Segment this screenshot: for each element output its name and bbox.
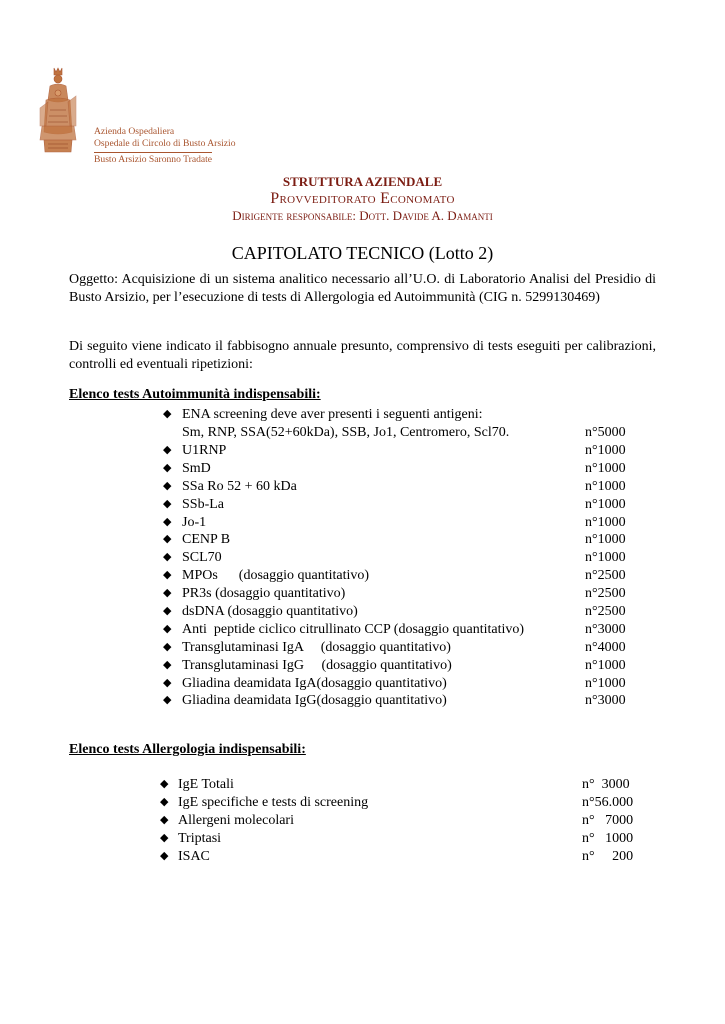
logo-line-3: Busto Arsizio Saronno Tradate xyxy=(94,154,213,166)
diamond-bullet-icon: ◆ xyxy=(163,408,172,420)
test-quantity: n°5000 xyxy=(585,425,626,440)
test-name: SSb-La xyxy=(182,497,224,512)
section-allergology-heading: Elenco tests Allergologia indispensabili: xyxy=(69,742,306,757)
test-name: CENP B xyxy=(182,532,231,547)
test-name: ISAC xyxy=(178,849,210,864)
list-item xyxy=(0,676,725,694)
list-item xyxy=(0,568,725,586)
diamond-bullet-icon: ◆ xyxy=(160,796,169,808)
header-director: Dirigente responsabile: Dott. Davide A. Damanti xyxy=(232,208,493,223)
diamond-bullet-icon: ◆ xyxy=(163,516,172,528)
test-quantity: n° 7000 xyxy=(582,813,634,828)
test-quantity: n°4000 xyxy=(585,640,626,655)
diamond-bullet-icon: ◆ xyxy=(160,850,169,862)
test-name: SCL70 xyxy=(182,550,222,565)
list-item xyxy=(0,777,725,795)
list-item xyxy=(0,658,725,676)
test-quantity: n°1000 xyxy=(585,443,626,458)
test-name: Allergeni molecolari xyxy=(178,813,294,828)
diamond-bullet-icon: ◆ xyxy=(163,694,172,706)
hospital-logo-text xyxy=(94,126,236,166)
list-item xyxy=(0,693,725,711)
test-name-continuation: Sm, RNP, SSA(52+60kDa), SSB, Jo1, Centromero, Scl70. xyxy=(182,425,510,440)
document-title: CAPITOLATO TECNICO (Lotto 2) xyxy=(231,243,494,263)
header-department: Provveditorato Economato xyxy=(270,190,455,207)
test-name: Gliadina deamidata IgA(dosaggio quantitativo) xyxy=(182,676,447,691)
test-quantity: n°1000 xyxy=(585,658,626,673)
list-item xyxy=(0,497,725,515)
diamond-bullet-icon: ◆ xyxy=(163,533,172,545)
test-quantity: n°56.000 xyxy=(582,795,634,810)
test-name: PR3s (dosaggio quantitativo) xyxy=(182,586,346,601)
test-quantity: n°1000 xyxy=(585,515,626,530)
list-item xyxy=(0,425,725,443)
list-item xyxy=(0,461,725,479)
test-name: Gliadina deamidata IgG(dosaggio quantitativo) xyxy=(182,693,447,708)
list-item xyxy=(0,407,725,425)
diamond-bullet-icon: ◆ xyxy=(160,832,169,844)
header-structure: STRUTTURA AZIENDALE xyxy=(282,174,443,189)
test-quantity: n°1000 xyxy=(585,550,626,565)
diamond-bullet-icon: ◆ xyxy=(163,641,172,653)
diamond-bullet-icon: ◆ xyxy=(163,444,172,456)
test-quantity: n°3000 xyxy=(585,693,626,708)
logo-line-1: Azienda Ospedaliera xyxy=(94,126,175,137)
diamond-bullet-icon: ◆ xyxy=(163,551,172,563)
test-name: SSa Ro 52 + 60 kDa xyxy=(182,479,297,494)
test-quantity: n° 3000 xyxy=(582,777,630,792)
test-name: Transglutaminasi IgG (dosaggio quantitativo) xyxy=(182,658,452,673)
diamond-bullet-icon: ◆ xyxy=(163,659,172,671)
test-quantity: n° 200 xyxy=(582,849,634,864)
diamond-bullet-icon: ◆ xyxy=(163,498,172,510)
test-name: IgE specifiche e tests di screening xyxy=(178,795,369,810)
test-quantity: n°2500 xyxy=(585,604,626,619)
diamond-bullet-icon: ◆ xyxy=(163,623,172,635)
section-autoimmunity-heading: Elenco tests Autoimmunità indispensabili: xyxy=(69,387,321,402)
diamond-bullet-icon: ◆ xyxy=(163,462,172,474)
test-quantity: n°1000 xyxy=(585,461,626,476)
list-item xyxy=(0,813,725,831)
diamond-bullet-icon: ◆ xyxy=(160,814,169,826)
diamond-bullet-icon: ◆ xyxy=(160,778,169,790)
list-item xyxy=(0,831,725,849)
test-quantity: n° 1000 xyxy=(582,831,634,846)
list-item xyxy=(0,604,725,622)
diamond-bullet-icon: ◆ xyxy=(163,569,172,581)
test-name: MPOs (dosaggio quantitativo) xyxy=(182,568,370,583)
test-quantity: n°1000 xyxy=(585,532,626,547)
diamond-bullet-icon: ◆ xyxy=(163,480,172,492)
test-quantity: n°1000 xyxy=(585,479,626,494)
test-name: SmD xyxy=(182,461,211,476)
list-item xyxy=(0,640,725,658)
diamond-bullet-icon: ◆ xyxy=(163,587,172,599)
list-item xyxy=(0,532,725,550)
list-item xyxy=(0,795,725,813)
list-item xyxy=(0,550,725,568)
test-name: Transglutaminasi IgA (dosaggio quantitativo) xyxy=(182,640,451,655)
list-item xyxy=(0,443,725,461)
diamond-bullet-icon: ◆ xyxy=(163,605,172,617)
diamond-bullet-icon: ◆ xyxy=(163,677,172,689)
test-name: IgE Totali xyxy=(178,777,234,792)
test-name: U1RNP xyxy=(182,443,227,458)
subject-paragraph: Oggetto: Acquisizione di un sistema analitico necessario all’U.O. di Laboratorio Analisi del Presidio di Busto Arsizio, per l’esecuzione di tests di Allergologia ed Autoimmunità (CIG n. 5299130469) xyxy=(69,272,656,305)
logo-line-2: Ospedale di Circolo di Busto Arsizio xyxy=(94,137,236,149)
test-quantity: n°2500 xyxy=(585,586,626,601)
requirements-paragraph: Di seguito viene indicato il fabbisogno annuale presunto, comprensivo di tests eseguiti per calibrazioni, controlli ed eventuali ripetizioni: xyxy=(69,339,656,372)
list-item xyxy=(0,586,725,604)
test-name: Anti peptide ciclico citrullinato CCP (dosaggio quantitativo) xyxy=(182,622,525,637)
test-quantity: n°1000 xyxy=(585,497,626,512)
test-quantity: n°3000 xyxy=(585,622,626,637)
test-quantity: n°2500 xyxy=(585,568,626,583)
list-item xyxy=(0,479,725,497)
hospital-logo-madonna-icon xyxy=(38,66,78,154)
list-item xyxy=(0,622,725,640)
test-name: dsDNA (dosaggio quantitativo) xyxy=(182,604,358,619)
list-item xyxy=(0,515,725,533)
test-name: Jo-1 xyxy=(182,515,207,530)
test-name: Triptasi xyxy=(178,831,222,846)
test-name: ENA screening deve aver presenti i seguenti antigeni: xyxy=(182,407,483,422)
test-quantity: n°1000 xyxy=(585,676,626,691)
list-item xyxy=(0,849,725,867)
